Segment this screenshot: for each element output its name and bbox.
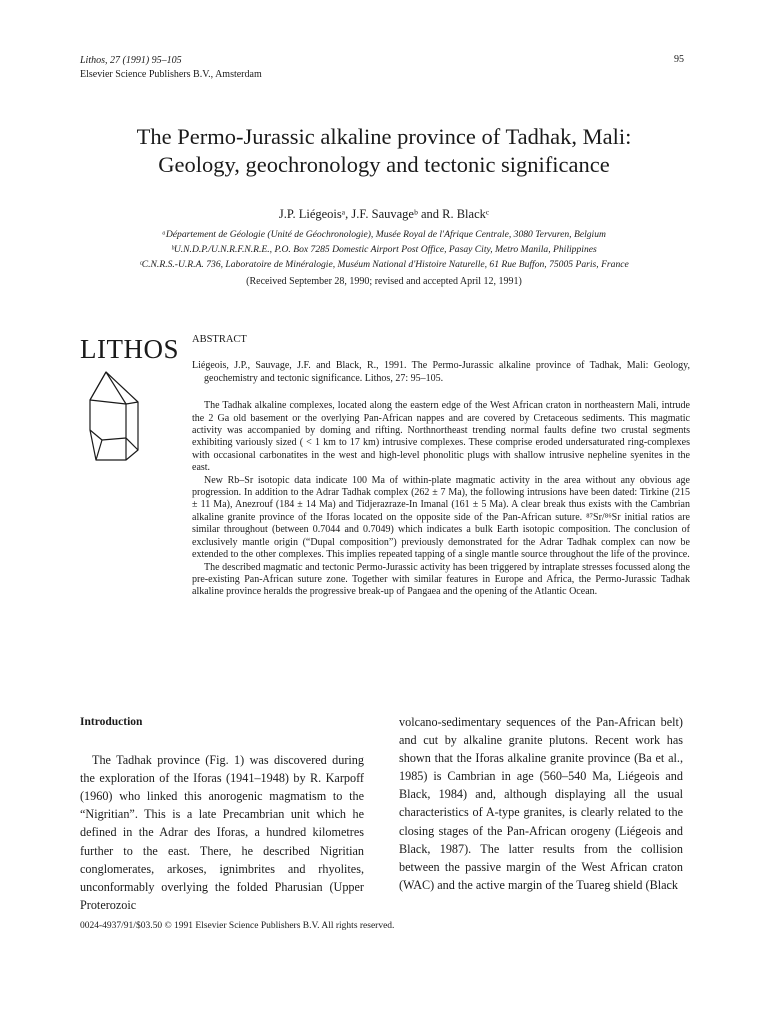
- journal-logo-text: LITHOS: [80, 334, 179, 364]
- abstract-paragraph-1: The Tadhak alkaline complexes, located along the eastern edge of the West African craton in northeastern Mali, intrude the 2 Ga old basement or the overlying Pan-African nappes and are covered by Cretaceous sediments. This magmatic activity was accompanied by doming and rifting. Northnortheast trending normal faults define two crustal segments exhibiting variously sized ( < 1 km to 17 km) intrusive complexes. These comprise eroded undersaturated ring-complexes with occasional carbonatites in the west and high-level phonolitic plugs with shallow intrusive nepheline syenites in the east.: [192, 400, 690, 474]
- body-column-left: [80, 713, 364, 914]
- body-column-right: [399, 713, 683, 894]
- copyright-footer: 0024-4937/91/$03.50 © 1991 Elsevier Science Publishers B.V. All rights reserved.: [80, 921, 395, 931]
- title-line-2: Geology, geochronology and tectonic significance: [158, 152, 610, 177]
- journal-header: [80, 54, 262, 82]
- abstract-section: [192, 334, 690, 599]
- abstract-paragraph-2: New Rb–Sr isotopic data indicate 100 Ma of within-plate magmatic activity in the area without any obvious age progression. In addition to the Adrar Tadhak complex (262 ± 7 Ma), the following intrusions have been dated: Tirkine (215 ± 11 Ma), Anezrouf (184 ± 14 Ma) and Tidjerazraze-In Imanal (161 ± 5 Ma). A clear break thus exists with the Cambrian alkaline granite province of the Iforas located on the opposite side of the Pan-African suture. ⁸⁷Sr/⁸⁶Sr initial ratios are similar throughout (between 0.7044 and 0.7049) which indicates a bulk Earth isotopic composition. The conclusion of exclusively mantle origin (“Dupal composition”) previously demonstrated for the Adrar Tadhak complex can now be extended to the other complexes. This implies repeated tapping of a single mantle source throughout the life of the province.: [192, 474, 690, 561]
- crystal-logo-icon: [86, 368, 152, 464]
- publisher-line: Elsevier Science Publishers B.V., Amsterdam: [80, 69, 262, 80]
- affiliation-b: ᵇU.N.D.P./U.N.R.F.N.R.E., P.O. Box 7285 Domestic Airport Post Office, Pasay City, Metro Manila, Philippines: [171, 244, 597, 255]
- page-number: 95: [674, 54, 684, 65]
- received-dates: (Received September 28, 1990; revised and accepted April 12, 1991): [246, 276, 522, 287]
- affiliations: [60, 227, 708, 272]
- affiliation-c: ᶜC.N.R.S.-U.R.A. 736, Laboratoire de Minéralogie, Muséum National d'Histoire Naturelle, 61 Rue Buffon, 75005 Paris, France: [139, 259, 629, 270]
- article-title: [60, 123, 708, 179]
- abstract-citation: Liégeois, J.P., Sauvage, J.F. and Black, R., 1991. The Permo-Jurassic alkaline province of Tadhak, Mali: Geology, geochemistry and tectonic significance. Lithos, 27: 95–105.: [192, 360, 690, 384]
- introduction-continued: volcano-sedimentary sequences of the Pan-African belt) and cut by alkaline granite plutons. Recent work has shown that the Iforas alkaline granite province (Ba et al., 1985) is Cambrian in age (560–540 Ma, Liégeois and Black, 1984) and, although displaying all the usual characteristics of A-type granites, is clearly related to the closing stages of the Pan-African orogeny (Liégeois and Black, 1987). The latter results from the collision between the passive margin of the West African craton (WAC) and the active margin of the Tuareg shield (Black: [399, 715, 683, 892]
- introduction-paragraph: The Tadhak province (Fig. 1) was discovered during the exploration of the Iforas (1941–1948) by R. Karpoff (1960) who linked this anorogenic magmatism to the “Nigritian”. This is a late Precambrian unit which he defined in the Adrar des Iforas, a hundred kilometres further to the east. There, he described Nigritian conglomerates, arkoses, ignimbrites and rhyolites, unconformably overlying the folded Pharusian (Upper Proterozoic: [80, 753, 364, 912]
- abstract-heading: ABSTRACT: [192, 334, 247, 345]
- affiliation-a: ᵃDépartement de Géologie (Unité de Géochronologie), Musée Royal de l'Afrique Centrale, 3080 Tervuren, Belgium: [162, 229, 606, 240]
- introduction-heading: Introduction: [80, 716, 143, 728]
- author-list: J.P. Liégeoisᵃ, J.F. Sauvageᵇ and R. Blackᶜ: [278, 207, 490, 221]
- title-line-1: The Permo-Jurassic alkaline province of Tadhak, Mali:: [136, 124, 632, 149]
- journal-reference: Lithos, 27 (1991) 95–105: [80, 55, 182, 66]
- abstract-paragraph-3: The described magmatic and tectonic Permo-Jurassic activity has been triggered by intraplate stresses focussed along the pre-existing Pan-African suture zone. Together with similar features in Europe and Africa, the Permo-Jurassic Tadhak alkaline province heralds the progressive break-up of Pangaea and the opening of the Atlantic Ocean.: [192, 561, 690, 598]
